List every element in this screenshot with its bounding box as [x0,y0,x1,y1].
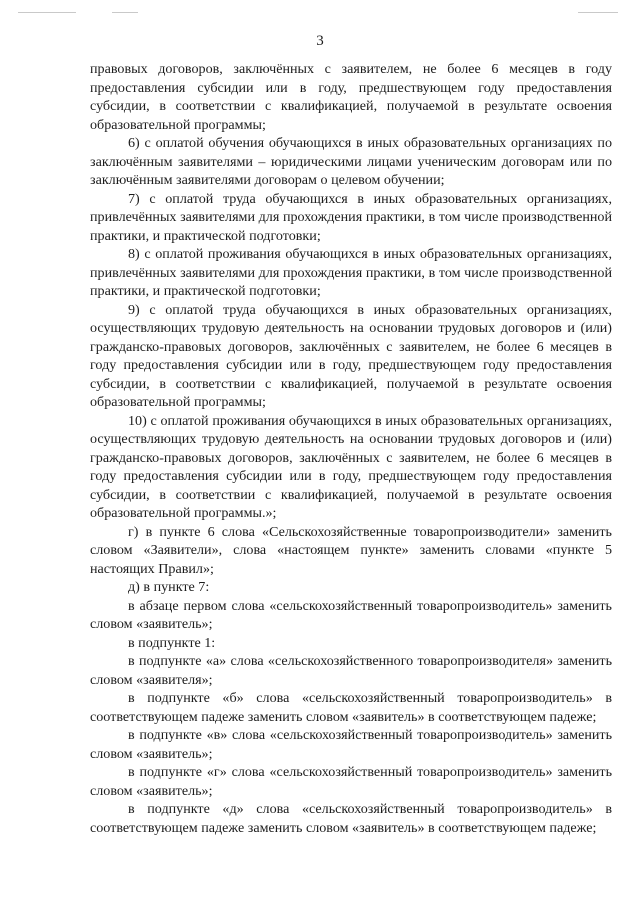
paragraph: 9) с оплатой труда обучающихся в иных образовательных организациях, осуществляющих трудовую деятельность на основании трудовых договоров и (или) гражданско-правовых договоров, заключённых с заявителем, не более 6 месяцев в году предоставления субсидии или в году, предшествующем году предоставления субсидии, в соответствии с квалификацией, получаемой в результате освоения образовательной программы; [90,301,612,410]
paragraph: 10) с оплатой проживания обучающихся в иных образовательных организациях, осуществляющих трудовую деятельность на основании трудовых договоров и (или) гражданско-правовых договоров, заключённых с заявителем, не более 6 месяцев в году предоставления субсидии или в году, предшествующем году предоставления субсидии, в соответствии с квалификацией, получаемой в результате освоения образовательной программы.»; [90,412,612,521]
paragraph: в подпункте 1: [128,634,216,651]
paragraph: в подпункте «б» слова «сельскохозяйственный товаропроизводитель» в соответствующем падеже заменить словом «заявитель» в соответствующем падеже; [90,690,612,725]
paragraph: в подпункте «д» слова «сельскохозяйственный товаропроизводитель» в соответствующем падеже заменить словом «заявитель» в соответствующем падеже; [90,801,612,836]
paragraph: в подпункте «г» слова «сельскохозяйственный товаропроизводитель» заменить словом «заявитель»; [90,764,612,799]
paragraph: г) в пункте 6 слова «Сельскохозяйственные товаропроизводители» заменить словом «Заявители», слова «настоящем пункте» заменить словами «пункте 5 настоящих Правил»; [90,523,612,577]
paragraph: в подпункте «в» слова «сельскохозяйственный товаропроизводитель» заменить словом «заявитель»; [90,727,612,762]
paragraph: 6) с оплатой обучения обучающихся в иных образовательных организациях по заключённым заявителями – юридическими лицами ученическим договорам или по заключённым заявителями договорам о целевом обучении; [90,135,612,188]
paragraph: 8) с оплатой проживания обучающихся в иных образовательных организациях, привлечённых заявителями для прохождения практики, в том числе производственной практики, и практической подготовки; [90,246,612,299]
scan-artifact [18,12,76,13]
paragraph: в подпункте «а» слова «сельскохозяйственного товаропроизводителя» заменить словом «заявителя»; [90,653,612,688]
scan-artifact [578,12,618,13]
paragraph: 7) с оплатой труда обучающихся в иных образовательных организациях, привлечённых заявителями для прохождения практики, в том числе производственной практики, и практической подготовки; [90,190,612,244]
paragraph: д) в пункте 7: [128,579,210,595]
page-number: 3 [316,33,324,49]
paragraph: правовых договоров, заключённых с заявителем, не более 6 месяцев в году предоставления субсидии или в году, предшествующем году предоставления субсидии, в соответствии с квалификацией, получаемой в результате освоения образовательной программы; [90,61,612,133]
paragraph: в абзаце первом слова «сельскохозяйственный товаропроизводитель» заменить словом «заявитель»; [90,597,612,632]
scan-artifact [112,12,138,13]
document-body [90,60,612,837]
